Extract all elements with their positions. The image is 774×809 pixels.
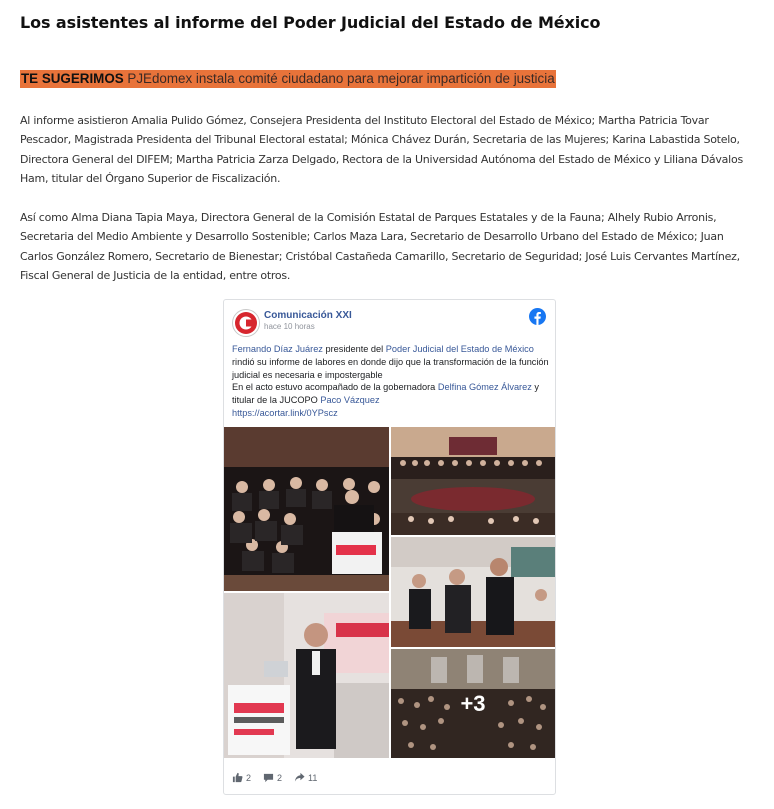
plenary-hall-photo [391, 427, 555, 535]
comment-icon [263, 772, 274, 783]
suggest-label: TE SUGERIMOS [21, 71, 124, 86]
post-text-part-1: presidente del [322, 344, 386, 354]
post-stats [232, 772, 317, 783]
photo-grid [224, 427, 555, 758]
comunicacion-logo-icon [233, 310, 259, 336]
judicial-link[interactable]: Poder Judicial del Estado de México [385, 344, 534, 354]
speaker-podium-photo [224, 593, 389, 758]
shares-stat[interactable] [294, 772, 317, 783]
article-paragraph-1: Al informe asistieron Amalia Pulido Gómez, Consejera Presidenta del Instituto Electoral del Estado de México; Martha Patricia Tovar Pescador, Magistrada Presidenta del Tribunal Electoral estatal; Mónica Chávez Durán, Secretaria de las Mujeres; Karina Labastida Sotelo, Directora General del DIFEM; Martha Patricia Zarza Delgado, Rectora de la Universidad Autónoma del Estado de México y Liliana Dávalos Ham, titular del Órgano Superior de Fiscalización. [20, 114, 743, 185]
post-time[interactable]: hace 10 horas [264, 322, 315, 331]
likes-stat[interactable] [232, 772, 251, 783]
facebook-icon[interactable] [529, 308, 546, 325]
comments-stat[interactable] [263, 772, 282, 783]
more-photos-overlay[interactable]: +3 [391, 649, 555, 758]
photo-3[interactable] [224, 593, 389, 758]
page-name[interactable]: Comunicación XXI [264, 310, 352, 321]
suggestion-banner [20, 70, 556, 88]
photo-1[interactable] [224, 427, 389, 591]
comments-count: 2 [277, 772, 283, 783]
photo-4[interactable] [391, 537, 555, 647]
governor-link[interactable]: Delfina Gómez Álvarez [437, 382, 532, 393]
article-title: Los asistentes al informe del Poder Judicial del Estado de México [20, 13, 601, 32]
handshake-photo [391, 537, 555, 647]
page-avatar[interactable] [232, 309, 260, 337]
photo-2[interactable] [391, 427, 555, 535]
article-paragraph-2: Así como Alma Diana Tapia Maya, Directora General de la Comisión Estatal de Parques Estatales y de la Fauna; Alhely Rubio Arronis, Secretaria del Medio Ambiente y Desarrollo Sostenible; Carlos Maza Lara, Secretario de Desarrollo Urbano del Estado de México; Juan Carlos González Romero, Secretario de Bienestar; Cristóbal Castañeda Camarillo, Secretario de Seguridad; José Luis Cervantes Martínez, Fiscal General de Justicia de la entidad, entre otros. [20, 211, 740, 282]
facebook-embed-post [223, 299, 556, 795]
short-url-link[interactable]: https://acortar.link/0YPscz [232, 407, 338, 418]
audience-photo [224, 427, 389, 591]
share-icon [294, 772, 305, 783]
post-text-part-3: En el acto estuvo acompañado de la gobernadora [232, 382, 438, 393]
author-link[interactable]: Fernando Díaz Juárez [232, 344, 323, 354]
likes-count: 2 [246, 772, 252, 783]
like-icon [232, 772, 243, 783]
suggest-link[interactable]: PJEdomex instala comité ciudadano para mejorar impartición de justicia [127, 71, 555, 86]
jucopo-link[interactable]: Paco Vázquez [320, 395, 380, 406]
post-text-part-4: y titular de la JUCOPO [232, 382, 539, 406]
shares-count: 11 [308, 772, 318, 783]
photo-5[interactable] [391, 649, 555, 758]
post-text [232, 343, 550, 420]
post-text-part-2: rindió su informe de labores en donde dijo que la transformación de la función judicial es necesaria e impostergable [232, 356, 549, 380]
